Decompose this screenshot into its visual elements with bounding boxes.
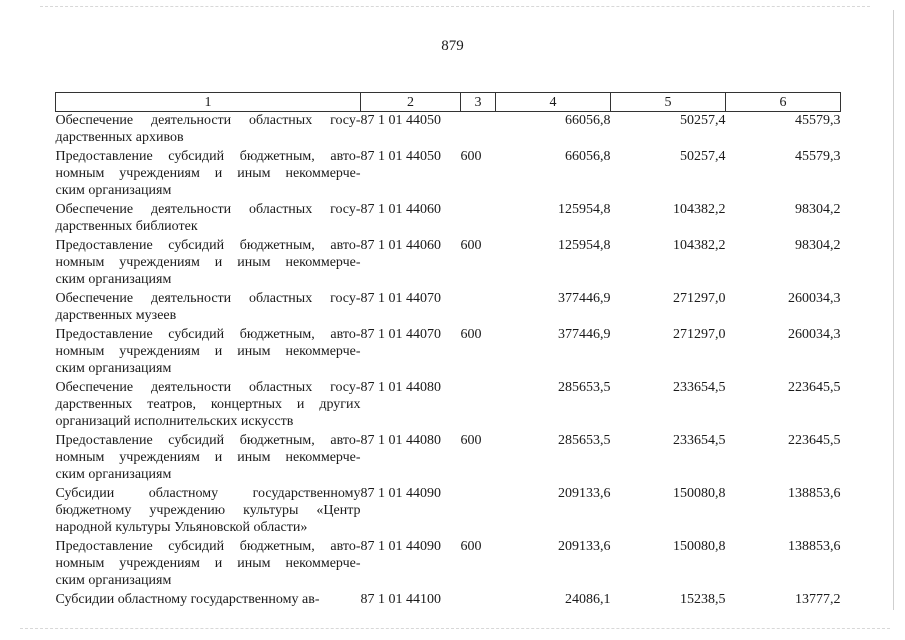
header-col-2: 2: [361, 93, 461, 112]
budget-table: [55, 92, 841, 610]
row-year-1: 209133,6: [558, 486, 611, 501]
row-name-line: номным учреждениям и иным некоммерче-: [55, 255, 361, 270]
row-name-line: дарственных архивов: [55, 130, 184, 145]
row-name-line: Обеспечение деятельности областных госу-: [55, 291, 361, 306]
table-row: [56, 290, 841, 326]
row-name: [56, 148, 361, 201]
row-code: 87 1 01 44070: [360, 291, 441, 306]
header-col-6: 6: [726, 93, 841, 112]
row-expense-type: [461, 112, 496, 149]
row-name-line: дарственных библиотек: [55, 219, 198, 234]
row-year-3: 223645,5: [788, 380, 841, 395]
table-row: [56, 112, 841, 149]
row-year-2: 233654,5: [673, 433, 726, 448]
table-row: [56, 591, 841, 610]
row-year-1: 285653,5: [558, 380, 611, 395]
table-row: [56, 485, 841, 538]
row-name-line: ским организациям: [55, 183, 172, 198]
row-year-1: 66056,8: [565, 113, 611, 128]
row-name-line: Предоставление субсидий бюджетным, авто-: [55, 238, 361, 253]
row-year-2: 104382,2: [673, 202, 726, 217]
row-year-3: 138853,6: [788, 539, 841, 554]
row-name-line: номным учреждениям и иным некоммерче-: [55, 166, 361, 181]
row-year-2: 233654,5: [673, 380, 726, 395]
row-code: 87 1 01 44100: [360, 592, 441, 607]
row-year-3: 98304,2: [795, 202, 841, 217]
row-year-3: 45579,3: [795, 149, 841, 164]
row-code: 87 1 01 44090: [360, 539, 441, 554]
row-name-line: Предоставление субсидий бюджетным, авто-: [55, 539, 361, 554]
header-col-1: 1: [56, 93, 361, 112]
table-row: [56, 201, 841, 237]
header-row: [56, 93, 841, 112]
row-code: 87 1 01 44090: [360, 486, 441, 501]
scan-edge-top: [40, 6, 870, 7]
row-year-3: 138853,6: [788, 486, 841, 501]
row-year-3: 260034,3: [788, 291, 841, 306]
row-name-line: Предоставление субсидий бюджетным, авто-: [55, 327, 361, 342]
row-code: 87 1 01 44070: [360, 327, 441, 342]
row-name: [56, 112, 361, 149]
row-year-3: 98304,2: [795, 238, 841, 253]
table-row: [56, 326, 841, 379]
row-name-line: ским организациям: [55, 272, 172, 287]
row-name: [56, 290, 361, 326]
row-name: [56, 591, 361, 610]
row-expense-type: 600: [460, 327, 482, 342]
header-col-3: 3: [461, 93, 496, 112]
row-year-2: 271297,0: [673, 291, 726, 306]
row-year-2: 50257,4: [680, 113, 726, 128]
header-col-5: 5: [611, 93, 726, 112]
row-year-1: 209133,6: [558, 539, 611, 554]
header-col-4: 4: [496, 93, 611, 112]
row-name-line: Предоставление субсидий бюджетным, авто-: [55, 433, 361, 448]
row-name-line: дарственных музеев: [55, 308, 177, 323]
row-code: 87 1 01 44080: [360, 433, 441, 448]
row-year-2: 150080,8: [673, 486, 726, 501]
row-expense-type: [461, 201, 496, 237]
row-name-line: Обеспечение деятельности областных госу-: [55, 113, 361, 128]
table-row: [56, 432, 841, 485]
row-name-line: Предоставление субсидий бюджетным, авто-: [55, 149, 361, 164]
row-year-2: 50257,4: [680, 149, 726, 164]
row-code: 87 1 01 44080: [360, 380, 441, 395]
row-name: [56, 379, 361, 432]
row-code: 87 1 01 44060: [360, 202, 441, 217]
table-body: [56, 112, 841, 611]
row-expense-type: 600: [460, 238, 482, 253]
table-row: [56, 538, 841, 591]
row-name-line: Обеспечение деятельности областных госу-: [55, 202, 361, 217]
row-expense-type: [461, 379, 496, 432]
row-name-line: организаций исполнительских искусств: [55, 414, 294, 429]
row-expense-type: 600: [460, 433, 482, 448]
table-row: [56, 379, 841, 432]
row-expense-type: [461, 290, 496, 326]
row-name-line: Субсидии областному государственному: [55, 486, 361, 501]
row-year-1: 66056,8: [565, 149, 611, 164]
row-name-line: дарственных театров, концертных и других: [55, 397, 361, 412]
row-name: [56, 538, 361, 591]
row-name-line: Обеспечение деятельности областных госу-: [55, 380, 361, 395]
row-year-2: 271297,0: [673, 327, 726, 342]
row-name: [56, 237, 361, 290]
row-expense-type: [461, 591, 496, 610]
row-name-line: ским организациям: [55, 467, 172, 482]
row-expense-type: 600: [460, 149, 482, 164]
page-number: 879: [441, 38, 464, 54]
row-name-line: номным учреждениям и иным некоммерче-: [55, 450, 361, 465]
row-name-line: ским организациям: [55, 573, 172, 588]
row-name-line: Субсидии областному государственному ав-: [55, 592, 320, 607]
row-year-1: 125954,8: [558, 202, 611, 217]
row-code: 87 1 01 44050: [360, 113, 441, 128]
row-year-1: 377446,9: [558, 327, 611, 342]
row-name-line: номным учреждениям и иным некоммерче-: [55, 556, 361, 571]
row-year-3: 45579,3: [795, 113, 841, 128]
scan-edge-bottom: [20, 628, 890, 629]
row-name: [56, 485, 361, 538]
row-name: [56, 201, 361, 237]
row-year-3: 260034,3: [788, 327, 841, 342]
row-name: [56, 432, 361, 485]
row-name-line: номным учреждениям и иным некоммерче-: [55, 344, 361, 359]
scan-edge-right: [893, 10, 894, 610]
row-year-2: 104382,2: [673, 238, 726, 253]
table-row: [56, 148, 841, 201]
row-name: [56, 326, 361, 379]
row-year-2: 150080,8: [673, 539, 726, 554]
row-name-line: ским организациям: [55, 361, 172, 376]
row-year-2: 15238,5: [680, 592, 726, 607]
row-code: 87 1 01 44050: [360, 149, 441, 164]
row-year-1: 24086,1: [565, 592, 611, 607]
row-code: 87 1 01 44060: [360, 238, 441, 253]
row-year-3: 223645,5: [788, 433, 841, 448]
row-year-1: 125954,8: [558, 238, 611, 253]
row-name-line: бюджетному учреждению культуры «Центр: [55, 503, 361, 518]
row-year-3: 13777,2: [795, 592, 841, 607]
row-expense-type: [461, 485, 496, 538]
table-row: [56, 237, 841, 290]
row-expense-type: 600: [460, 539, 482, 554]
row-year-1: 285653,5: [558, 433, 611, 448]
row-name-line: народной культуры Ульяновской области»: [55, 520, 308, 535]
row-year-1: 377446,9: [558, 291, 611, 306]
